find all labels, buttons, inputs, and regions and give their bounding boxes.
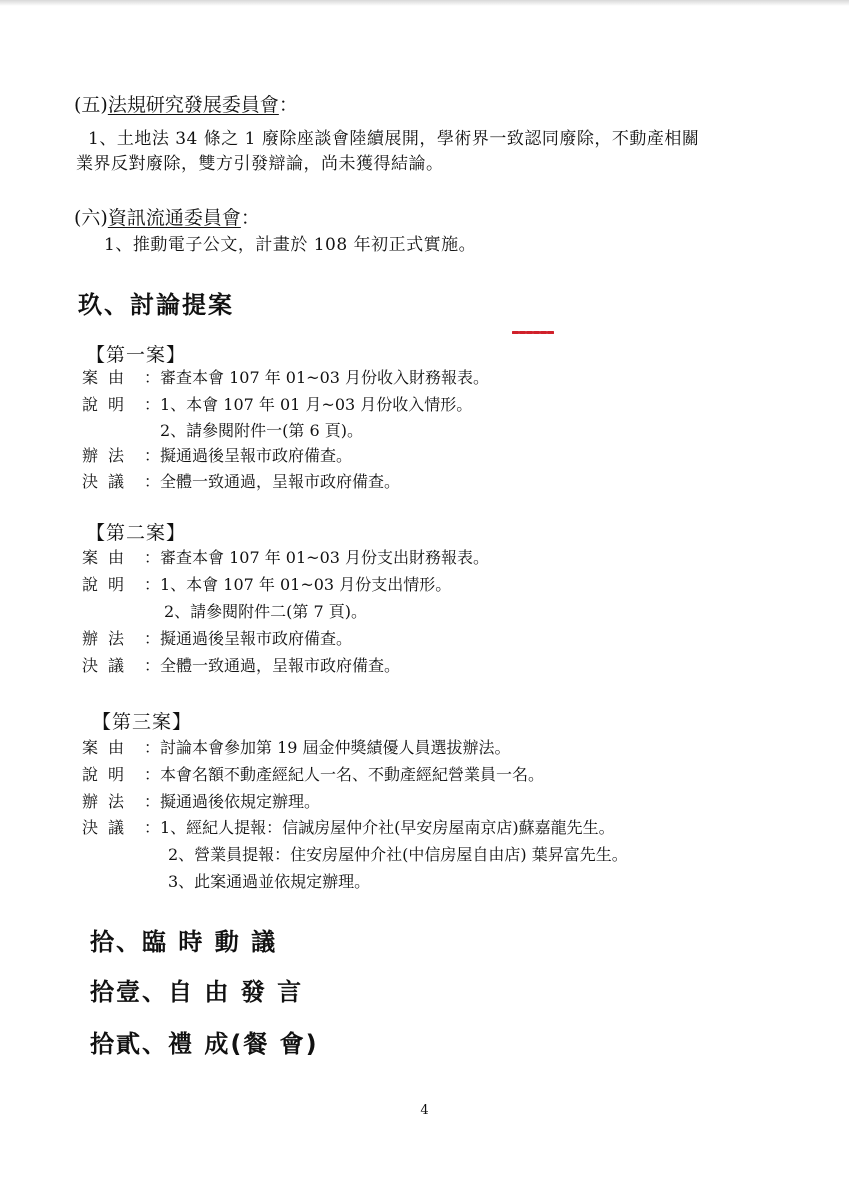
case1-title: 【第一案】 [86, 344, 187, 366]
case3-desc-colon: ： [144, 765, 161, 784]
case2-reason-row [82, 545, 489, 568]
case3-resolution-colon: ： [144, 818, 161, 837]
case2-method-row [82, 626, 352, 649]
case3-reason-colon: ： [144, 738, 161, 757]
case3-reason-row [82, 735, 511, 758]
case3-desc-label: 說明 [82, 765, 135, 784]
case3-res2: 2、營業員提報：住安房屋仲介社(中信房屋自由店) 葉昇富先生。 [168, 845, 628, 864]
case1-method: 擬通過後呈報市政府備查。 [160, 446, 353, 465]
case3-method-row [82, 789, 320, 812]
section-five-line2: 業界反對廢除，雙方引發辯論，尚未獲得結論。 [76, 154, 444, 174]
case2-method-label: 辦法 [82, 629, 135, 648]
section-six-title: 資訊流通委員會 [107, 207, 241, 229]
case1-resolution-label: 決議 [82, 472, 135, 491]
case2-resolution: 全體一致通過，呈報市政府備查。 [160, 656, 401, 675]
case3-method-colon: ： [144, 792, 161, 811]
case3-resolution-row [82, 815, 615, 838]
case3-method-label: 辦法 [82, 792, 135, 811]
case2-desc1: 1、本會 107 年 01~03 月份支出情形。 [160, 575, 452, 594]
case1-desc-row [82, 392, 472, 415]
case2-resolution-colon: ： [144, 656, 161, 675]
case1-resolution-colon: ： [144, 472, 161, 491]
red-ink-mark [512, 330, 554, 335]
case1-reason: 審查本會 107 年 01~03 月份收入財務報表。 [160, 368, 490, 387]
case2-method: 擬通過後呈報市政府備查。 [160, 629, 353, 648]
case2-desc-row [82, 572, 451, 595]
case3-desc1: 本會名額不動產經紀人一名、不動產經紀營業員一名。 [160, 765, 545, 784]
case1-reason-row [82, 365, 489, 388]
case3-res3: 3、此案通過並依規定辦理。 [168, 872, 371, 891]
case2-title: 【第二案】 [86, 522, 187, 544]
case1-reason-colon: ： [144, 368, 161, 387]
case3-reason: 討論本會參加第 19 屆金仲獎績優人員選拔辦法。 [160, 738, 511, 757]
item11-heading: 拾壹、自 由 發 言 [90, 978, 304, 1006]
case1-method-row [82, 443, 352, 466]
case2-method-colon: ： [144, 629, 161, 648]
case1-reason-label: 案由 [82, 368, 135, 387]
case3-title: 【第三案】 [92, 711, 193, 733]
section-five-title: 法規研究發展委員會 [107, 94, 279, 116]
case2-resolution-row [82, 653, 400, 676]
scan-top-edge [0, 0, 849, 6]
case1-desc-colon: ： [144, 395, 161, 414]
case2-resolution-label: 決議 [82, 656, 135, 675]
section-five-heading [74, 90, 298, 117]
page-number: 4 [420, 1103, 429, 1118]
section-five-number: (五) [74, 94, 108, 116]
case1-method-label: 辦法 [82, 446, 135, 465]
section-five-colon: ： [278, 94, 298, 116]
case3-method: 擬通過後依規定辦理。 [160, 792, 321, 811]
case1-desc1: 1、本會 107 年 01 月~03 月份收入情形。 [160, 395, 473, 414]
case2-desc-colon: ： [144, 575, 161, 594]
discussion-heading: 玖、討論提案 [78, 291, 234, 319]
case3-desc-row [82, 762, 544, 785]
case1-desc-label: 說明 [82, 395, 135, 414]
item10-heading: 拾、臨 時 動 議 [90, 928, 278, 956]
section-six-colon: ： [240, 207, 260, 229]
case3-resolution-label: 決議 [82, 818, 135, 837]
item12-heading: 拾貳、禮 成(餐 會) [90, 1030, 319, 1058]
case1-resolution-row [82, 469, 400, 492]
section-six-number: (六) [74, 207, 108, 229]
section-six-heading [74, 203, 260, 230]
section-six-line1: 1、推動電子公文，計畫於 108 年初正式實施。 [104, 235, 477, 255]
case1-resolution: 全體一致通過，呈報市政府備查。 [160, 472, 401, 491]
case2-reason: 審查本會 107 年 01~03 月份支出財務報表。 [160, 548, 490, 567]
case2-desc-label: 說明 [82, 575, 135, 594]
case1-desc2: 2、請參閱附件一(第 6 頁)。 [160, 421, 364, 440]
case1-method-colon: ： [144, 446, 161, 465]
case2-desc2: 2、請參閱附件二(第 7 頁)。 [164, 602, 368, 621]
section-five-line1: 1、土地法 34 條之 1 廢除座談會陸續展開，學術界一致認同廢除，不動產相關 [88, 129, 700, 149]
case2-reason-colon: ： [144, 548, 161, 567]
case3-res1: 1、經紀人提報：信誠房屋仲介社(早安房屋南京店)蘇嘉龍先生。 [160, 818, 615, 837]
case2-reason-label: 案由 [82, 548, 135, 567]
case3-reason-label: 案由 [82, 738, 135, 757]
